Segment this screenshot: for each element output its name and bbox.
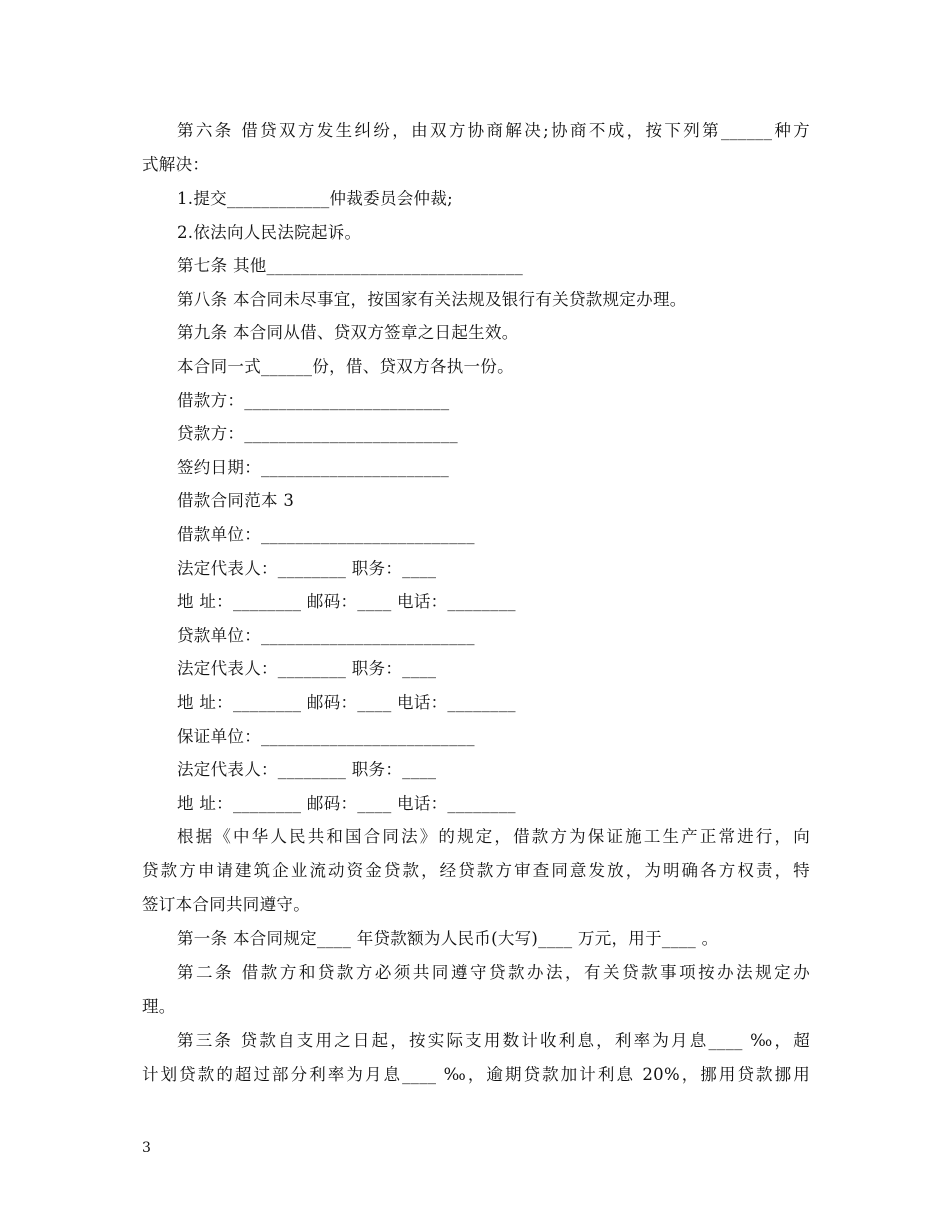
- guarantor-unit-line: 保证单位：_________________________: [177, 726, 475, 746]
- copies-clause: 本合同一式______份，借、贷双方各执一份。: [177, 356, 514, 376]
- preamble-line-2: 贷款方申请建筑企业流动资金贷款，经贷款方审查同意发放，为明确各方权责，特: [142, 861, 810, 881]
- article-2-line-1: 第二条 借款方和贷款方必须共同遵守贷款办法，有关贷款事项按办法规定办: [177, 962, 810, 982]
- article-2: [142, 956, 810, 1024]
- lending-unit-line: 贷款单位：_________________________: [177, 625, 475, 645]
- borrower-legal-rep-line: 法定代表人：________ 职务：____: [177, 558, 437, 578]
- page-number: 3: [142, 1140, 151, 1156]
- document-body: [142, 114, 810, 1092]
- article-3-line-2: 计划贷款的超过部分利率为月息____ ‰，逾期贷款加计利息 20%，挪用贷款挪用: [142, 1064, 810, 1084]
- sign-date-line: 签约日期：______________________: [177, 457, 450, 477]
- option-2: 2.依法向人民法院起诉。: [177, 222, 362, 242]
- article-7: 第七条 其他______________________________: [177, 256, 524, 276]
- guarantor-legal-rep-line: 法定代表人：________ 职务：____: [177, 760, 437, 780]
- preamble-line-3: 签订本合同共同遵守。: [142, 895, 310, 915]
- lender-signature-line: 贷款方：_________________________: [177, 424, 458, 444]
- preamble-line-1: 根据《中华人民共和国合同法》的规定，借款方为保证施工生产正常进行，向: [177, 827, 810, 847]
- borrower-address-line: 地 址：________ 邮码：____ 电话：________: [177, 592, 516, 612]
- option-1: 1.提交____________仲裁委员会仲裁;: [177, 189, 454, 208]
- preamble: [142, 820, 810, 922]
- lender-legal-rep-line: 法定代表人：________ 职务：____: [177, 659, 437, 679]
- lender-address-line: 地 址：________ 邮码：____ 电话：________: [177, 692, 516, 712]
- borrower-signature-line: 借款方：________________________: [177, 390, 450, 410]
- article-3-line-1: 第三条 贷款自支用之日起，按实际支用数计收利息，利率为月息____ ‰，超: [177, 1030, 810, 1050]
- template-title: 借款合同范本 3: [177, 491, 295, 511]
- article-1: 第一条 本合同规定____ 年贷款额为人民币(大写)____ 万元，用于____ 。: [177, 929, 719, 949]
- borrowing-unit-line: 借款单位：_________________________: [177, 524, 475, 544]
- article-2-line-2: 理。: [142, 996, 176, 1016]
- article-6-line-2: 式解决：: [142, 155, 210, 174]
- article-8: 第八条 本合同未尽事宜，按国家有关法规及银行有关贷款规定办理。: [177, 289, 687, 309]
- article-6: [142, 114, 810, 182]
- article-9: 第九条 本合同从借、贷双方签章之日起生效。: [177, 323, 519, 343]
- article-6-line-1: 第六条 借贷双方发生纠纷，由双方协商解决;协商不成，按下列第______种方: [177, 121, 810, 140]
- article-3: [142, 1024, 810, 1092]
- guarantor-address-line: 地 址：________ 邮码：____ 电话：________: [177, 793, 516, 813]
